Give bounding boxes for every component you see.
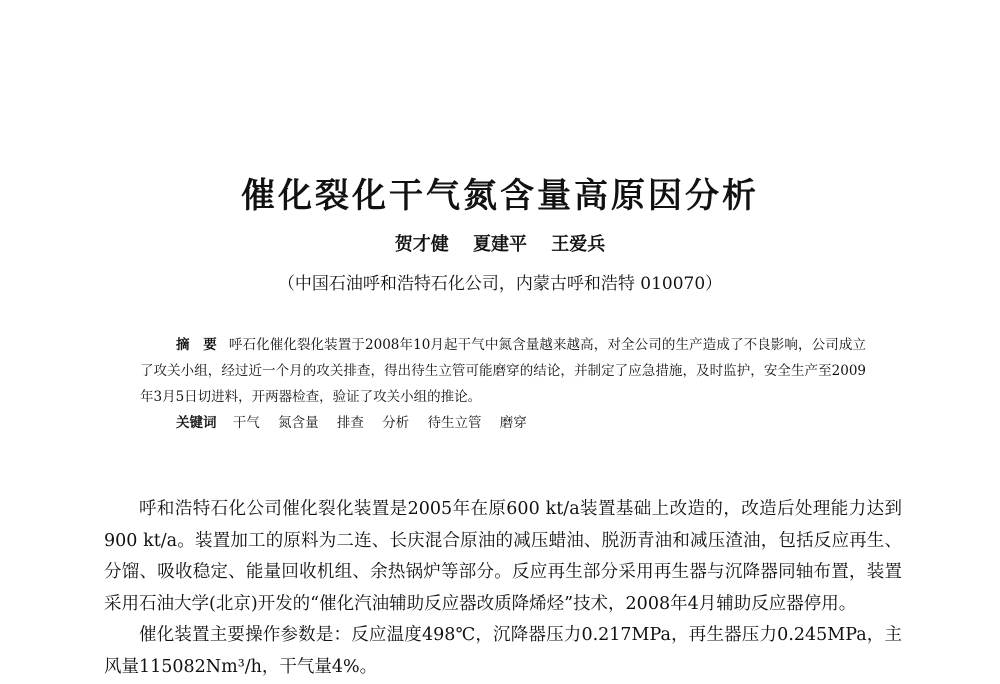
author-name: 王爱兵 bbox=[551, 234, 606, 255]
keywords-label: 关键词 bbox=[176, 415, 217, 431]
keyword: 磨穿 bbox=[499, 415, 527, 431]
body-paragraph: 催化装置主要操作参数是：反应温度498℃，沉降器压力0.217MPa，再生器压力0.245MPa，主风量115082Nm³/h，干气量4%。 bbox=[104, 625, 902, 677]
abstract-label: 摘 要 bbox=[176, 337, 217, 353]
abstract-section bbox=[140, 332, 866, 436]
affiliation: （中国石油呼和浩特石化公司，内蒙古呼和浩特 010070） bbox=[277, 274, 723, 294]
author-name: 夏建平 bbox=[473, 234, 527, 255]
keyword: 干气 bbox=[232, 415, 260, 431]
keywords-line bbox=[140, 410, 866, 436]
paper-title: 催化裂化干气氮含量高原因分析 bbox=[241, 176, 759, 216]
keyword: 氮含量 bbox=[278, 415, 319, 431]
body-text bbox=[104, 494, 902, 683]
abstract-paragraph bbox=[140, 332, 866, 410]
abstract-text: 呼石化催化裂化装置于2008年10月起干气中氮含量越来越高，对全公司的生产造成了不良影响，公司成立了攻关小组，经过近一个月的攻关排查，得出待生立管可能磨穿的结论，并制定了应急措施，及时监护，安全生产至2009年3月5日切进料，开两器检查，验证了攻关小组的推论。 bbox=[140, 337, 866, 405]
keyword: 待生立管 bbox=[427, 415, 482, 431]
keyword: 分析 bbox=[382, 415, 410, 431]
body-paragraph: 呼和浩特石化公司催化裂化装置是2005年在原600 kt/a装置基础上改造的，改造后处理能力达到900 kt/a。装置加工的原料为二连、长庆混合原油的减压蜡油、脱沥青油和减压渣油，包括反应再生、分馏、吸收稳定、能量回收机组、余热锅炉等部分。反应再生部分采用再生器与沉降器同轴布置，装置采用石油大学(北京)开发的“催化汽油辅助反应器改质降烯烃”技术，2008年4月辅助反应器停用。 bbox=[104, 499, 902, 614]
keyword: 排查 bbox=[336, 415, 364, 431]
author-list bbox=[0, 232, 1000, 258]
author-name: 贺才健 bbox=[394, 234, 449, 255]
